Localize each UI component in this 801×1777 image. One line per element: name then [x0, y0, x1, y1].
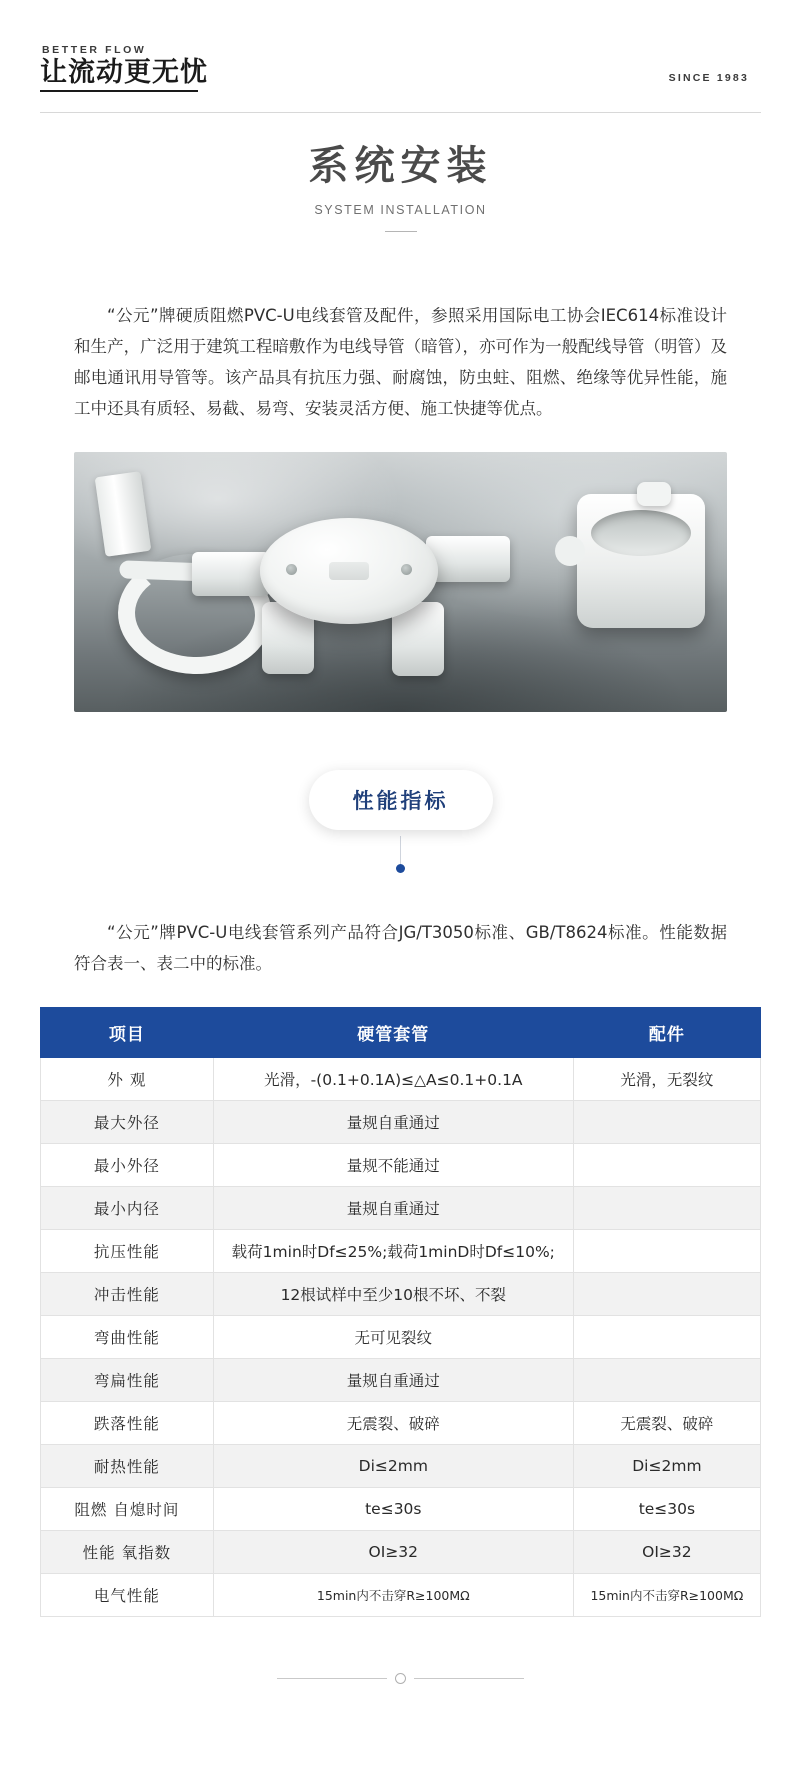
table-row: [41, 1574, 761, 1617]
screw-icon: [286, 564, 297, 575]
cell-fitting: Di≤2mm: [573, 1445, 760, 1488]
table-row: [41, 1316, 761, 1359]
cell-item: 外 观: [41, 1058, 214, 1101]
cell-fitting: [573, 1273, 760, 1316]
cell-item: 阻燃 自熄时间: [41, 1488, 214, 1531]
table-row: [41, 1488, 761, 1531]
table-row: [41, 1402, 761, 1445]
cell-item: 跌落性能: [41, 1402, 214, 1445]
cell-fitting: te≤30s: [573, 1488, 760, 1531]
cell-pipe: 无可见裂纹: [213, 1316, 573, 1359]
cell-item: 弯曲性能: [41, 1316, 214, 1359]
table-row: [41, 1445, 761, 1488]
table-row: [41, 1058, 761, 1101]
cell-fitting: 15min内不击穿R≥100MΩ: [573, 1574, 760, 1617]
cell-pipe: 量规自重通过: [213, 1101, 573, 1144]
cell-item: 冲击性能: [41, 1273, 214, 1316]
spec-table-wrapper: [40, 1007, 761, 1617]
footer-ring-icon: [395, 1673, 406, 1684]
cell-pipe: Di≤2mm: [213, 1445, 573, 1488]
intro-paragraph: “公元”牌硬质阻燃PVC-U电线套管及配件，参照采用国际电工协会IEC614标准设计和生产，广泛用于建筑工程暗敷作为电线导管（暗管），亦可作为一般配线导管（明管）及邮电通讯用导管等。该产品具有抗压力强、耐腐蚀，防虫蛀、阻燃、绝缘等优异性能，施工中还具有质轻、易截、易弯、安装灵活方便、施工快捷等优点。: [74, 306, 727, 418]
column-header-pipe: 硬管套管: [213, 1008, 573, 1058]
junction-spout-right: [426, 536, 510, 582]
section-pill-dot: [396, 864, 405, 873]
fitting-illustration: [577, 494, 705, 628]
page-footer: [0, 1673, 801, 1724]
section-pill-stem: [400, 836, 401, 864]
cell-fitting: [573, 1187, 760, 1230]
brand-underline: [40, 90, 198, 92]
table-row: [41, 1273, 761, 1316]
cell-pipe: 15min内不击穿R≥100MΩ: [213, 1574, 573, 1617]
table-row: [41, 1359, 761, 1402]
cell-pipe: 量规自重通过: [213, 1359, 573, 1402]
junction-box-logo: [329, 562, 369, 580]
brand-tagline-en: BETTER FLOW: [42, 44, 147, 56]
cell-fitting: 光滑，无裂纹: [573, 1058, 760, 1101]
section-marker: [0, 770, 801, 873]
cell-item: 性能 氧指数: [41, 1531, 214, 1574]
cell-item: 耐热性能: [41, 1445, 214, 1488]
footer-rule-left: [277, 1678, 387, 1679]
footer-rule-right: [414, 1678, 524, 1679]
cell-item: 最大外径: [41, 1101, 214, 1144]
fitting-ear: [637, 482, 671, 506]
since-label: SINCE 1983: [668, 72, 749, 84]
page-subtitle: SYSTEM INSTALLATION: [314, 203, 487, 217]
table-row: [41, 1101, 761, 1144]
cell-fitting: [573, 1144, 760, 1187]
screw-icon: [401, 564, 412, 575]
table-row: [41, 1144, 761, 1187]
cell-fitting: [573, 1101, 760, 1144]
junction-box-illustration: [260, 518, 438, 624]
cell-fitting: [573, 1230, 760, 1273]
cell-fitting: [573, 1359, 760, 1402]
cell-item: 电气性能: [41, 1574, 214, 1617]
page-header: [0, 0, 801, 88]
cell-pipe: 量规自重通过: [213, 1187, 573, 1230]
cell-pipe: 光滑，-(0.1+0.1A)≤△A≤0.1+0.1A: [213, 1058, 573, 1101]
spec-table: [40, 1007, 761, 1617]
cell-pipe: 量规不能通过: [213, 1144, 573, 1187]
cell-fitting: 无震裂、破碎: [573, 1402, 760, 1445]
page-title-block: [0, 134, 801, 232]
cell-item: 最小外径: [41, 1144, 214, 1187]
cell-pipe: 无震裂、破碎: [213, 1402, 573, 1445]
cell-pipe: te≤30s: [213, 1488, 573, 1531]
spec-table-body: [41, 1058, 761, 1617]
cell-fitting: [573, 1316, 760, 1359]
cell-pipe: 12根试样中至少10根不坏、不裂: [213, 1273, 573, 1316]
cell-fitting: OI≥32: [573, 1531, 760, 1574]
cell-item: 抗压性能: [41, 1230, 214, 1273]
cell-item: 最小内径: [41, 1187, 214, 1230]
table-header-row: [41, 1008, 761, 1058]
page-title: 系统安装: [308, 143, 493, 189]
table-row: [41, 1187, 761, 1230]
junction-spout-left: [192, 552, 270, 596]
column-header-item: 项目: [41, 1008, 214, 1058]
brand-logo: [40, 44, 208, 92]
header-divider: [40, 112, 761, 113]
section-pill-label: 性能指标: [309, 770, 493, 830]
column-header-fitting: 配件: [573, 1008, 760, 1058]
product-photo: [74, 452, 727, 712]
cell-pipe: 载荷1min时Df≤25%;载荷1minD时Df≤10%;: [213, 1230, 573, 1273]
cell-pipe: OI≥32: [213, 1531, 573, 1574]
brand-tagline-cn: 让流动更无忧: [40, 57, 208, 88]
standards-paragraph: “公元”牌PVC-U电线套管系列产品符合JG/T3050标准、GB/T8624标准。性能数据符合表一、表二中的标准。: [74, 923, 727, 973]
table-row: [41, 1531, 761, 1574]
cell-item: 弯扁性能: [41, 1359, 214, 1402]
title-dash: [385, 231, 417, 232]
table-row: [41, 1230, 761, 1273]
